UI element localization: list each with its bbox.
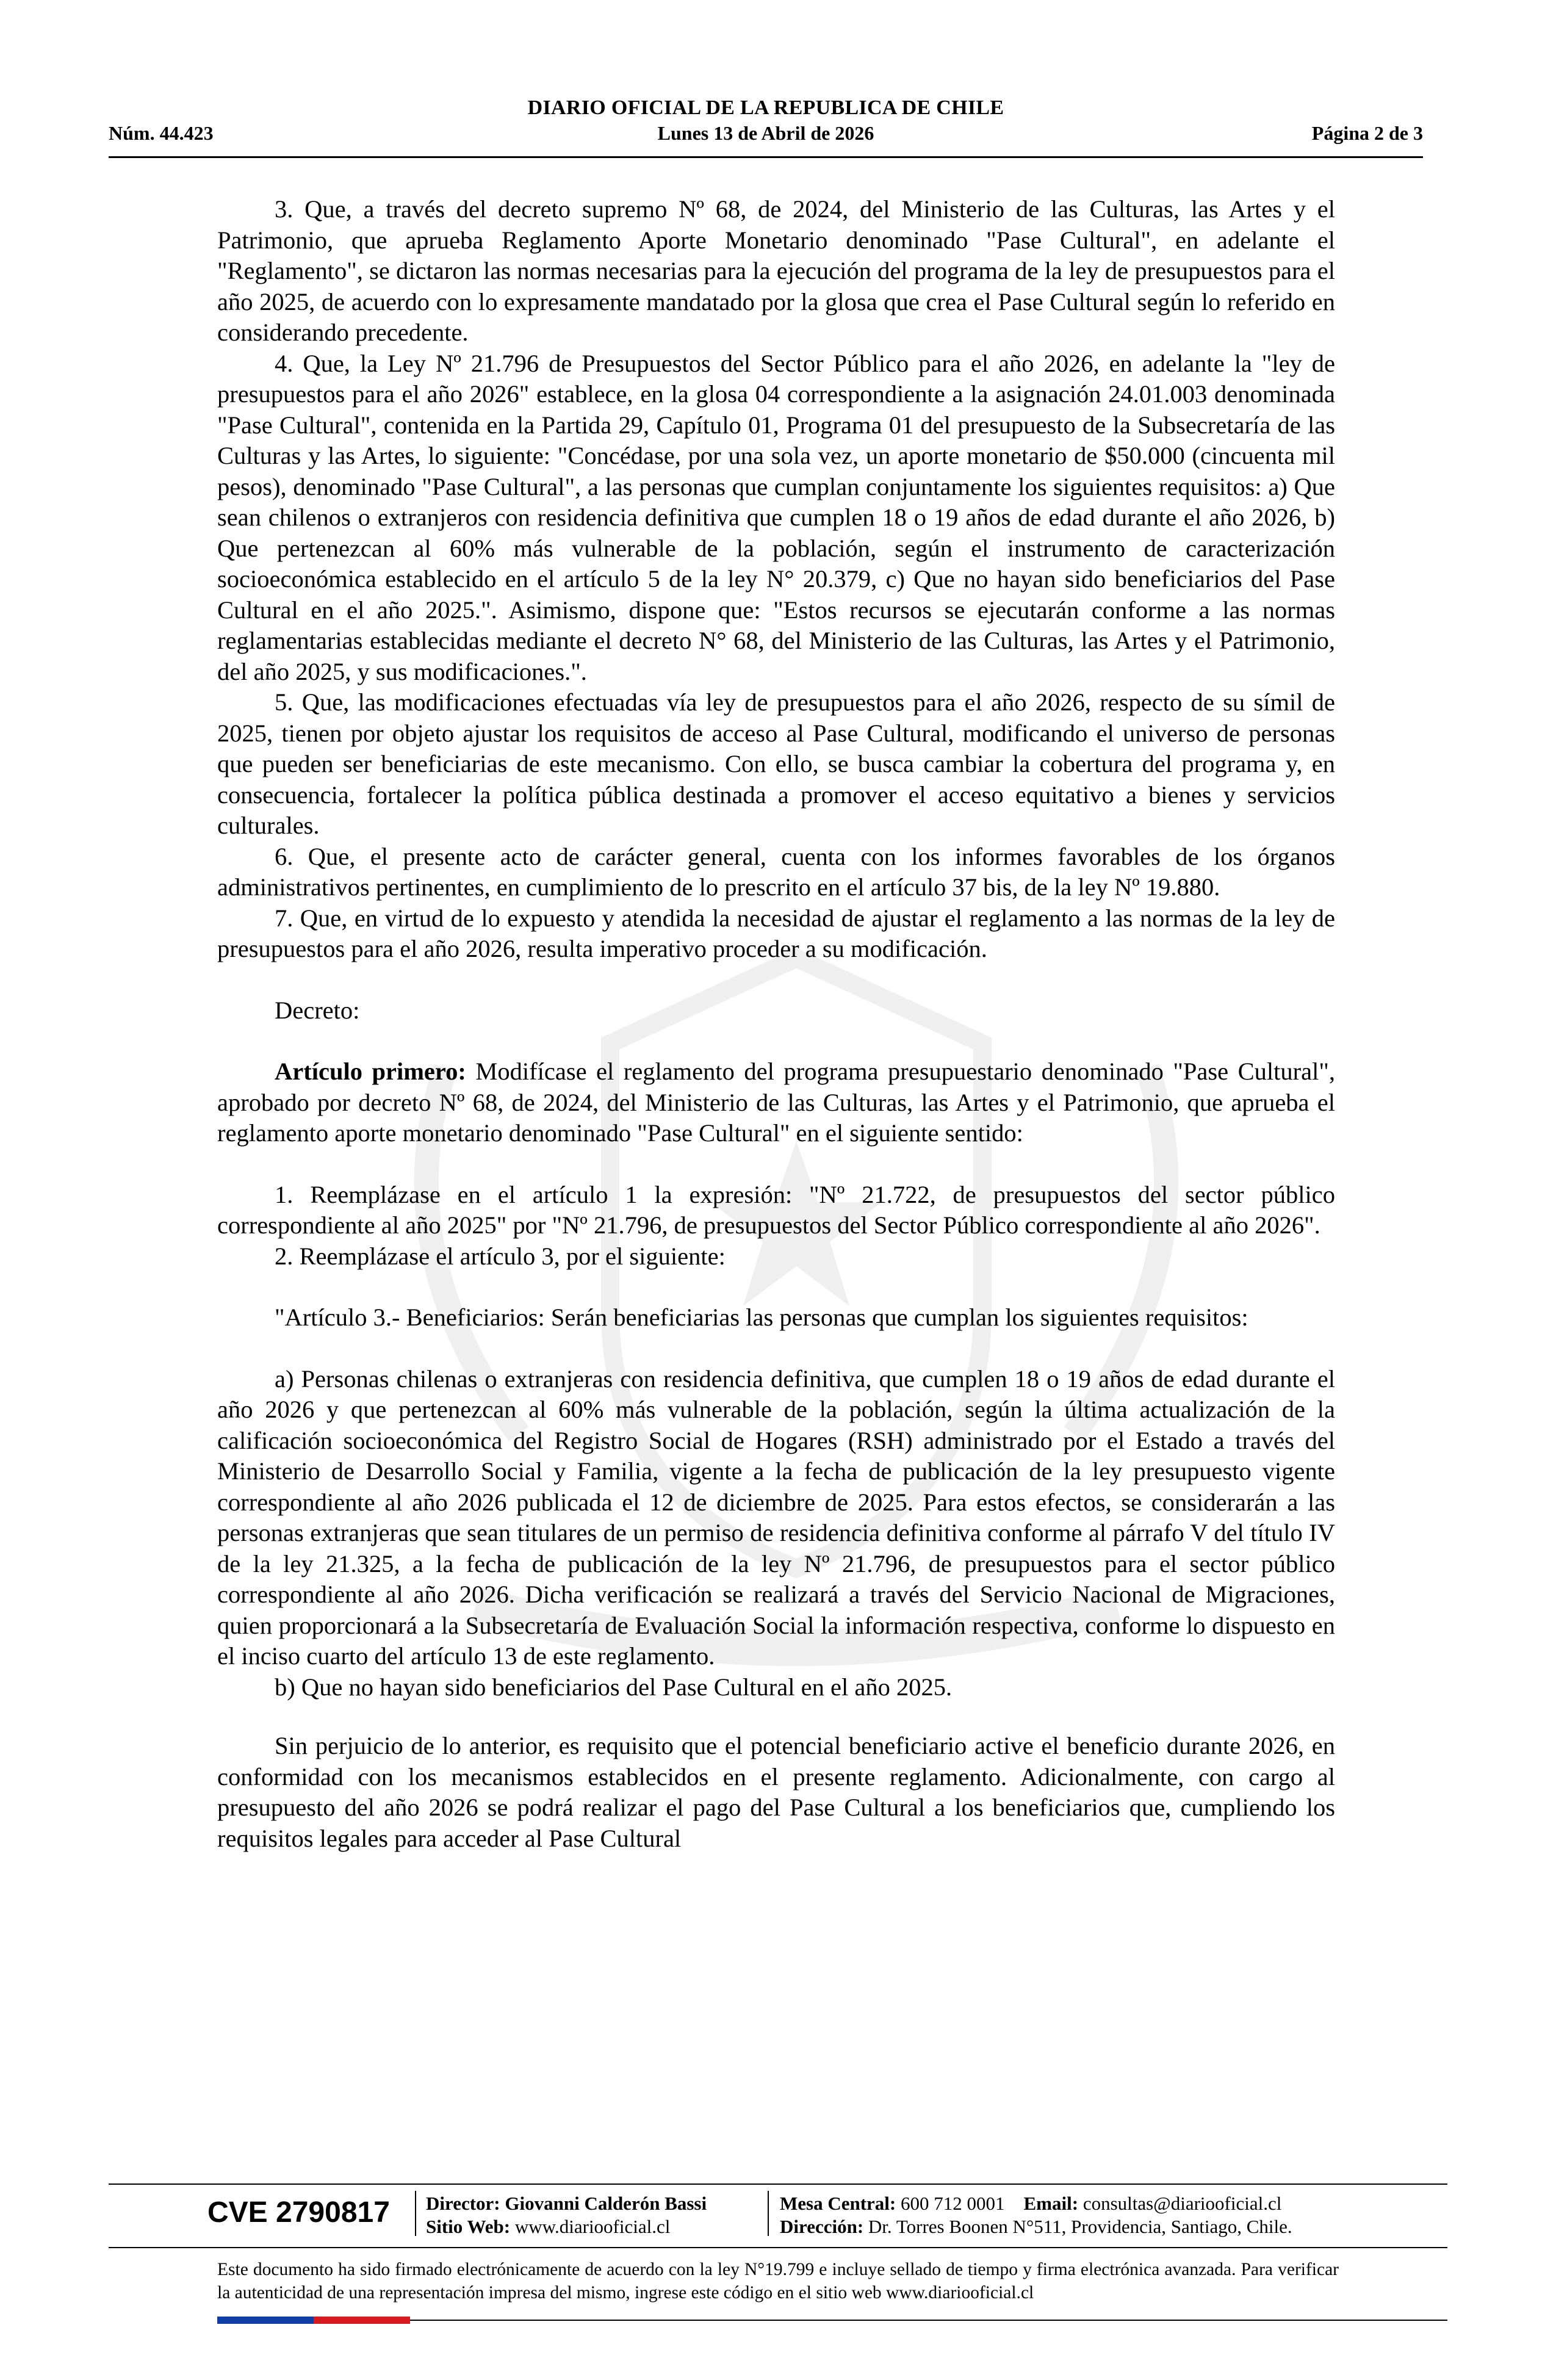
gazette-title: DIARIO OFICIAL DE LA REPUBLICA DE CHILE	[527, 96, 1004, 119]
address-text: Dr. Torres Boonen N°511, Providencia, Santiago, Chile.	[868, 2216, 1292, 2237]
footer-contact-block	[780, 2192, 1292, 2238]
page-header	[109, 93, 1423, 154]
site-link[interactable]: www.diariooficial.cl	[514, 2216, 671, 2237]
page-number: Página 2 de 3	[1311, 122, 1423, 144]
mesa-label: Mesa Central:	[780, 2193, 896, 2214]
articulo-primero-text: Modifícase el reglamento del programa presupuestario denominado "Pase Cultural", aprobado por decreto Nº 68, de 2024, del Ministerio de las Culturas, las Artes y el Patrimonio, que aprueba el reglamento aporte monetario denominado "Pase Cultural" en el siguiente sentido:	[217, 1058, 1335, 1147]
considerando-7: 7. Que, en virtud de lo expuesto y atendida la necesidad de ajustar el reglamento a las normas de la ley de presupuestos para el año 2026, resulta imperativo proceder a su modificación.	[217, 904, 1335, 962]
modification-item-2: 2. Reemplázase el artículo 3, por el siguiente:	[275, 1242, 726, 1270]
issue-number: Núm. 44.423	[109, 122, 214, 144]
footer-separator	[415, 2191, 416, 2236]
header-divider	[109, 156, 1423, 158]
closing-paragraph: Sin perjuicio de lo anterior, es requisito que el potencial beneficiario active el beneficio durante 2026, en conformidad con los mecanismos establecidos en el presente reglamento. Adicionalmente, con cargo al presupuesto del año 2026 se podrá realizar el pago del Pase Cultural a los beneficiarios que, cumpliendo los requisitos legales para acceder al Pase Cultural	[217, 1732, 1335, 1852]
director-name: Giovanni Calderón Bassi	[505, 2193, 707, 2214]
legal-notice: Este documento ha sido firmado electrónicamente de acuerdo con la ley N°19.799 e incluye sellado de tiempo y firma electrónica avanzada. Para verificar la autenticidad de una representación impresa del mismo, ingrese este código en el sitio web www.diariooficial.cl	[217, 2260, 1339, 2302]
issue-date: Lunes 13 de Abril de 2026	[657, 122, 874, 144]
footer-separator	[768, 2191, 769, 2236]
footer-director-block	[426, 2192, 707, 2238]
footer-divider-top	[109, 2183, 1447, 2185]
considerando-6: 6. Que, el presente acto de carácter general, cuenta con los informes favorables de los órganos administrativos pertinentes, en cumplimiento de lo prescrito en el artículo 37 bis, de la ley Nº 19.880.	[217, 842, 1335, 901]
decreto-heading: Decreto:	[275, 996, 360, 1024]
mesa-phone: 600 712 0001	[901, 2193, 1005, 2214]
site-label: Sitio Web:	[426, 2216, 511, 2237]
document-body	[217, 194, 1335, 1854]
articulo-primero-label: Artículo primero:	[275, 1058, 466, 1085]
considerando-4: 4. Que, la Ley Nº 21.796 de Presupuestos del Sector Público para el año 2026, en adelante la "ley de presupuestos para el año 2026" establece, en la glosa 04 correspondiente a la asignación 24.01.003 denominada "Pase Cultural", contenida en la Partida 29, Capítulo 01, Programa 01 del presupuesto de la Subsecretaría de las Culturas y las Artes, lo siguiente: "Concédase, por una sola vez, un aporte monetario de $50.000 (cincuenta mil pesos), denominado "Pase Cultural", a las personas que cumplan conjuntamente los siguientes requisitos: a) Que sean chilenos o extranjeros con residencia definitiva que cumplen 18 o 19 años de edad durante el año 2026, b) Que pertenezcan al 60% más vulnerable de la población, según el instrumento de caracterización socioeconómica establecido en el artículo 5 de la ley N° 20.379, c) Que no hayan sido beneficiarios del Pase Cultural en el año 2025.". Asimismo, dispone que: "Estos recursos se ejecutarán conforme a las normas reglamentarias establecidas mediante el decreto N° 68, del Ministerio de las Culturas, las Artes y el Patrimonio, del año 2025, y sus modificaciones.".	[217, 349, 1335, 685]
footer-divider-bottom	[109, 2247, 1447, 2248]
requirement-b: b) Que no hayan sido beneficiarios del Pase Cultural en el año 2025.	[275, 1673, 953, 1701]
articulo-primero	[217, 1056, 1335, 1149]
email-label: Email:	[1023, 2193, 1079, 2214]
cve-code: CVE 2790817	[207, 2196, 390, 2229]
flag-bar-line	[410, 2320, 1447, 2321]
considerando-5: 5. Que, las modificaciones efectuadas vía ley de presupuestos para el año 2026, respecto de su símil de 2025, tienen por objeto ajustar los requisitos de acceso al Pase Cultural, modificando el universo de personas que pueden ser beneficiarias de este mecanismo. Con ello, se busca cambiar la cobertura del programa y, en consecuencia, fortalecer la política pública destinada a promover el acceso equitativo a bienes y servicios culturales.	[217, 688, 1335, 839]
email-link[interactable]: consultas@diariooficial.cl	[1082, 2193, 1282, 2214]
director-label: Director:	[426, 2193, 500, 2214]
modification-item-1: 1. Reemplázase en el artículo 1 la expresión: "Nº 21.722, de presupuestos del sector público correspondiente al año 2025" por "Nº 21.796, de presupuestos del Sector Público correspondiente al año 2026".	[217, 1180, 1335, 1239]
address-label: Dirección:	[780, 2216, 864, 2237]
considerando-3: 3. Que, a través del decreto supremo Nº 68, de 2024, del Ministerio de las Culturas, las Artes y el Patrimonio, que aprueba Reglamento Aporte Monetario denominado "Pase Cultural", en adelante el "Reglamento", se dictaron las normas necesarias para la ejecución del programa de la ley de presupuestos para el año 2025, de acuerdo con lo expresamente mandatado por la glosa que crea el Pase Cultural según lo referido en considerando precedente.	[217, 195, 1335, 346]
flag-bar-blue	[217, 2317, 314, 2324]
requirement-a: a) Personas chilenas o extranjeras con residencia definitiva, que cumplen 18 o 19 años de edad durante el año 2026 y que pertenezcan al 60% más vulnerable de la población, según la última actualización de la calificación socioeconómica del Registro Social de Hogares (RSH) administrado por el Estado a través del Ministerio de Desarrollo Social y Familia, vigente a la fecha de publicación de la ley presupuesto vigente correspondiente al año 2026 publicada el 12 de diciembre de 2025. Para estos efectos, se considerarán a las personas extranjeras que sean titulares de un permiso de residencia definitiva conforme al párrafo V del título IV de la ley 21.325, a la fecha de publicación de la ley Nº 21.796, de presupuestos para el sector público correspondiente al año 2026. Dicha verificación se realizará a través del Servicio Nacional de Migraciones, quien proporcionará a la Subsecretaría de Evaluación Social la información respectiva, conforme lo dispuesto en el inciso cuarto del artículo 13 de este reglamento.	[217, 1365, 1335, 1670]
articulo-3: "Artículo 3.- Beneficiarios: Serán beneficiarias las personas que cumplan los siguientes requisitos:	[275, 1304, 1248, 1331]
flag-bar-red	[314, 2317, 410, 2324]
